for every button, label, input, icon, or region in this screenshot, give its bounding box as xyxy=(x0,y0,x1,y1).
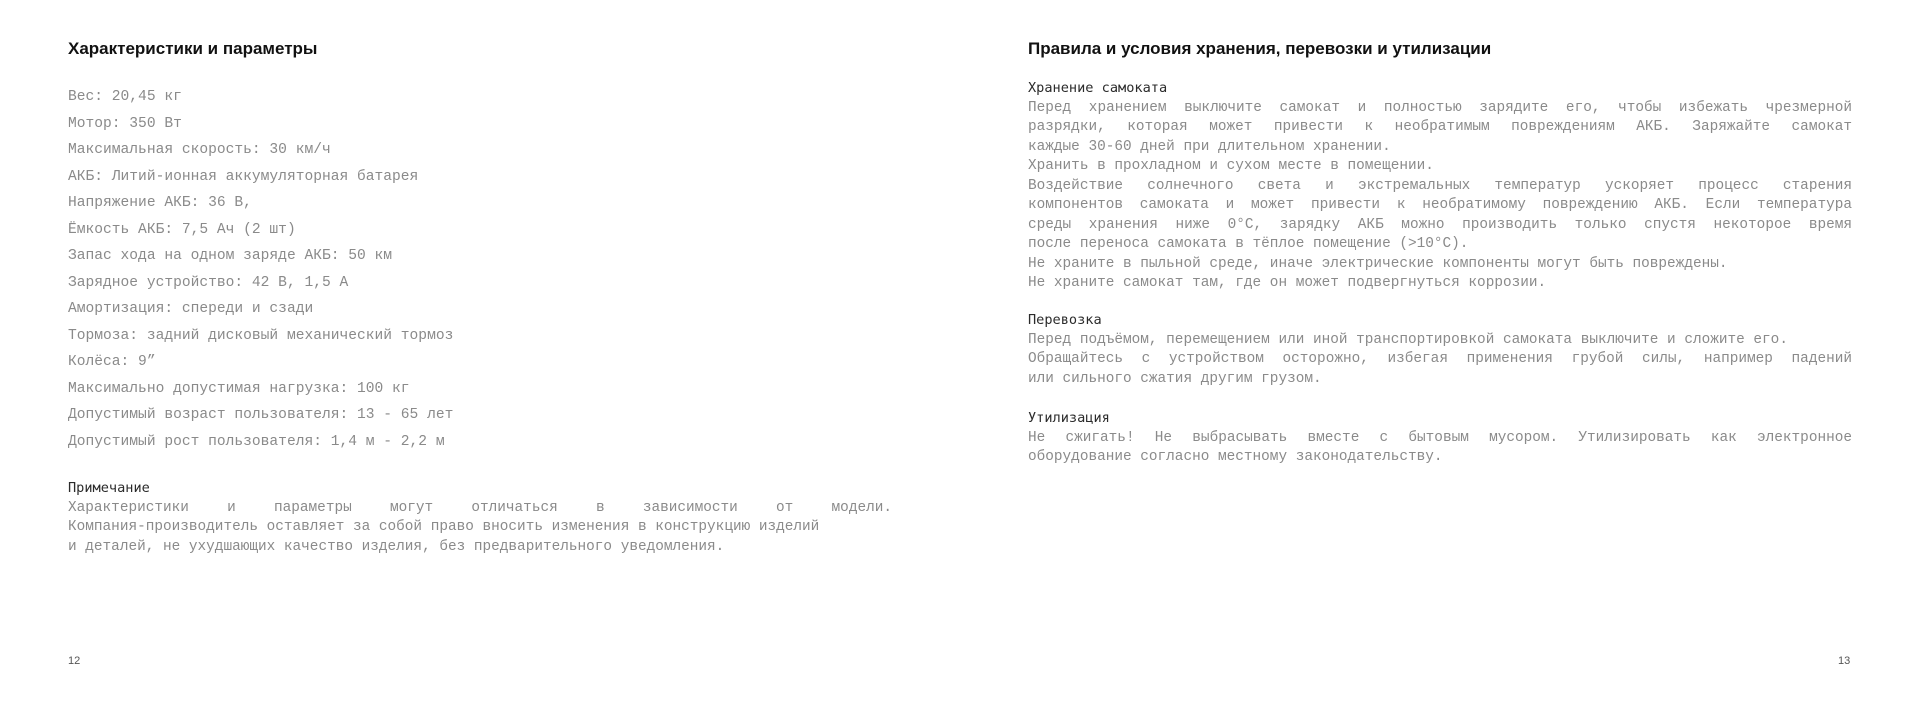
disposal-line: оборудование согласно местному законодательству. xyxy=(1028,449,1443,465)
storage-heading: Хранение самоката xyxy=(1028,80,1168,96)
spec-wheels: Колёса: 9” xyxy=(68,354,156,370)
spec-user-age: Допустимый возраст пользователя: 13 - 65 лет xyxy=(68,407,454,423)
transport-section xyxy=(1028,311,1852,389)
storage-line: среды хранения ниже 0°C, зарядку АКБ можно производить только спустя некоторое время xyxy=(1028,216,1852,233)
transport-text xyxy=(1028,331,1852,390)
spec-user-height: Допустимый рост пользователя: 1,4 м - 2,2 м xyxy=(68,433,445,450)
storage-line: Хранить в прохладном и сухом месте в помещении. xyxy=(1028,158,1434,174)
spec-max-load: Максимально допустимая нагрузка: 100 кг xyxy=(68,380,410,397)
spec-battery-voltage: Напряжение АКБ: 36 В, xyxy=(68,195,252,211)
page-number: 13 xyxy=(1838,655,1851,667)
note-line: Компания-производитель оставляет за собой право вносить изменения в конструкцию изделий xyxy=(68,519,820,535)
storage-line: Не храните в пыльной среде, иначе электрические компоненты могут быть повреждены. xyxy=(1028,255,1728,272)
spec-weight: Вес: 20,45 кг xyxy=(68,89,182,105)
storage-text xyxy=(1028,99,1852,294)
storage-line: Воздействие солнечного света и экстремальных температур ускоряет процесс старения xyxy=(1028,177,1852,194)
spec-battery-type: АКБ: Литий-ионная аккумуляторная батарея xyxy=(68,168,419,185)
disposal-heading: Утилизация xyxy=(1028,410,1110,426)
spec-charger: Зарядное устройство: 42 В, 1,5 А xyxy=(68,274,349,291)
note-line: и деталей, не ухудшающих качество изделия, без предварительного уведомления. xyxy=(68,538,725,555)
storage-section xyxy=(1028,79,1852,294)
transport-line: или сильного сжатия другим грузом. xyxy=(1028,370,1322,387)
disposal-line: Не сжигать! Не выбрасывать вместе с бытовым мусором. Утилизировать как электронное xyxy=(1028,429,1852,446)
note-section xyxy=(68,479,892,557)
spec-motor: Мотор: 350 Вт xyxy=(68,115,182,132)
storage-line: разрядки, которая может привести к необратимым повреждениям АКБ. Заряжайте самокат xyxy=(1028,119,1852,135)
storage-line: каждые 30-60 дней при длительном хранении. xyxy=(1028,138,1391,155)
note-text xyxy=(68,499,892,558)
page-13 xyxy=(960,0,1920,708)
transport-line: Обращайтесь с устройством осторожно, избегая применения грубой силы, например падений xyxy=(1028,351,1852,367)
transport-heading: Перевозка xyxy=(1028,312,1102,328)
spec-max-speed: Максимальная скорость: 30 км/ч xyxy=(68,142,331,158)
spec-battery-capacity: Ёмкость АКБ: 7,5 Ач (2 шт) xyxy=(68,221,296,238)
spec-suspension: Амортизация: спереди и сзади xyxy=(68,301,314,317)
spec-range: Запас хода на одном заряде АКБ: 50 км xyxy=(68,248,393,264)
storage-line: компонентов самоката и может привести к необратимому повреждению АКБ. Если температура xyxy=(1028,197,1852,213)
disposal-text xyxy=(1028,429,1852,468)
transport-line: Перед подъёмом, перемещением или иной транспортировкой самоката выключите и сложите его. xyxy=(1028,331,1788,348)
spec-brakes: Тормоза: задний дисковый механический тормоз xyxy=(68,327,454,344)
page-title: Характеристики и параметры xyxy=(68,39,318,58)
disposal-section xyxy=(1028,409,1852,468)
page-number: 12 xyxy=(68,655,81,667)
storage-line: после переноса самоката в тёплое помещение (>10°C). xyxy=(1028,236,1469,252)
storage-line: Не храните самокат там, где он может подвергнуться коррозии. xyxy=(1028,275,1547,291)
page-title: Правила и условия хранения, перевозки и утилизации xyxy=(1028,39,1492,58)
storage-line: Перед хранением выключите самокат и полностью зарядите его, чтобы избежать чрезмерной xyxy=(1028,99,1852,116)
specifications-list xyxy=(68,84,453,455)
note-line: Характеристики и параметры могут отличаться в зависимости от модели. xyxy=(68,499,892,516)
note-heading: Примечание xyxy=(68,480,150,496)
